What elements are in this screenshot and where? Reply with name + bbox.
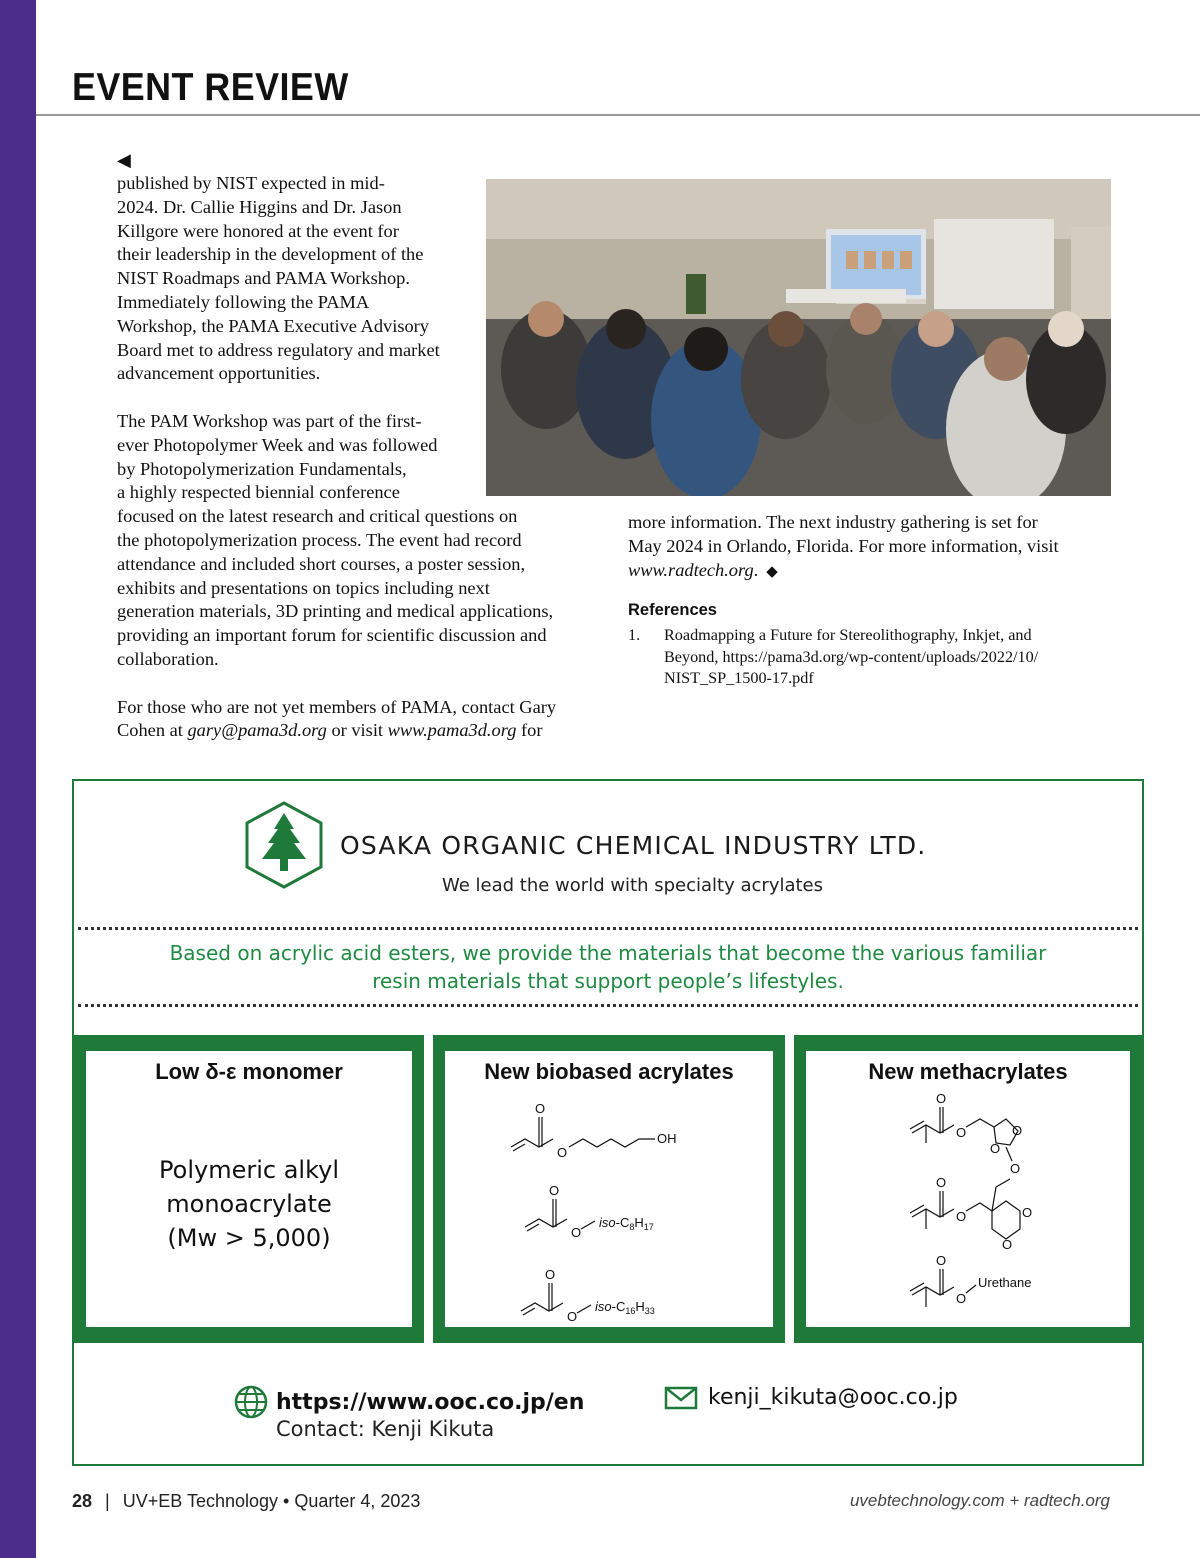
event-photo <box>486 179 1111 496</box>
svg-text:O: O <box>936 1091 947 1106</box>
paragraph-1: published by NIST expected in mid- 2024. Dr. Callie Higgins and Dr. Jason Killgore were honored at the event for their leadership in the development of the NIST Roadmaps and PAMA Workshop. Immediately following the PAMA Workshop, the PAMA Executive Advisory Board met to address regulatory and market advancement opportunities. <box>117 173 440 384</box>
dotted-divider-top <box>78 927 1138 930</box>
end-diamond-icon: ◆ <box>766 561 778 580</box>
svg-text:O: O <box>545 1267 556 1282</box>
svg-text:O: O <box>990 1141 1001 1156</box>
svg-text:O: O <box>936 1253 947 1268</box>
svg-text:O: O <box>1002 1237 1013 1252</box>
footer-publication: 28 | UV+EB Technology • Quarter 4, 2023 <box>72 1491 421 1511</box>
website-row <box>234 1385 584 1419</box>
structure-6 <box>910 1253 1031 1307</box>
pama-link[interactable]: www.pama3d.org <box>387 720 517 741</box>
audience-photo-illustration <box>486 179 1111 496</box>
website-link[interactable]: https://www.ooc.co.jp/en <box>276 1389 585 1415</box>
contact-name: Contact: Kenji Kikuta <box>276 1417 495 1441</box>
tagline: We lead the world with specialty acrylates <box>442 875 824 896</box>
product-box-methacrylates <box>794 1035 1142 1343</box>
svg-text:O: O <box>956 1209 967 1224</box>
svg-text:O: O <box>535 1101 546 1116</box>
structure-2 <box>525 1183 654 1240</box>
svg-text:O: O <box>956 1291 967 1306</box>
company-name: OSAKA ORGANIC CHEMICAL INDUSTRY LTD. <box>340 831 927 860</box>
advertisement <box>72 779 1144 1466</box>
svg-text:Urethane: Urethane <box>978 1275 1032 1290</box>
email-link[interactable]: gary@pama3d.org <box>187 720 327 741</box>
right-column <box>628 511 1118 690</box>
sidebar-accent-bar <box>0 0 36 1558</box>
statement: Based on acrylic acid esters, we provide the materials that become the various familiar resin materials that support people’s lifestyles. <box>169 941 1047 993</box>
box-title: New methacrylates <box>868 1059 1068 1084</box>
svg-text:O: O <box>549 1183 560 1198</box>
footer-sites: uvebtechnology.com + radtech.org <box>849 1491 1110 1510</box>
box-title: New biobased acrylates <box>484 1059 734 1084</box>
references-heading: References <box>628 601 717 620</box>
structure-4 <box>910 1091 1022 1176</box>
continued-arrow-icon: ◀ <box>117 150 131 171</box>
box-description: Polymeric alkyl monoacrylate (Mw > 5,000) <box>159 1156 339 1252</box>
tree-logo-icon <box>244 801 324 889</box>
envelope-icon <box>664 1386 698 1410</box>
svg-text:iso-C16H33: iso-$C_{16}H_{33}$ <box>595 1299 655 1316</box>
svg-text:iso-C8H17: iso-$C_8H_{17}$ <box>599 1215 654 1232</box>
dotted-divider-bottom <box>78 1004 1138 1007</box>
closing-paragraph: more information. The next industry gathering is set for May 2024 in Orlando, Florida. For more information, visit www.radtech.org. ◆ <box>628 512 1059 580</box>
page-number: 28 <box>72 1491 93 1511</box>
svg-text:O: O <box>557 1145 568 1160</box>
box-title: Low δ-ε monomer <box>155 1059 343 1084</box>
svg-text:O: O <box>936 1175 947 1190</box>
section-title: EVENT REVIEW <box>72 66 349 109</box>
paragraph-3: For those who are not yet members of PAMA, contact Gary Cohen at gary@pama3d.org or visit www.pama3d.org for <box>117 696 557 741</box>
radtech-link[interactable]: www.radtech.org <box>628 559 754 580</box>
structure-1 <box>511 1101 677 1160</box>
reference-item: 1. Roadmapping a Future for Stereolithography, Inkjet, and Beyond, https://pama3d.org/wp-content/uploads/2022/10/ NIST_SP_1500-17.pdf <box>628 626 1039 688</box>
email-link[interactable]: kenji_kikuta@ooc.co.jp <box>708 1385 958 1410</box>
header-rule <box>36 114 1200 116</box>
product-box-biobased <box>433 1035 785 1343</box>
product-box-monomer <box>74 1035 424 1343</box>
svg-text:O: O <box>1022 1205 1033 1220</box>
biobased-structures <box>445 1087 773 1327</box>
email-row <box>664 1385 958 1410</box>
structure-3 <box>521 1267 655 1324</box>
svg-text:O: O <box>1012 1123 1023 1138</box>
svg-text:O: O <box>956 1125 967 1140</box>
product-band <box>74 1035 1142 1343</box>
svg-text:O: O <box>571 1225 582 1240</box>
paragraph-2: The PAM Workshop was part of the first- ever Photopolymer Week and was followed by Photopolymerization Fundamentals, a highly respected biennial conference focused on the latest research and critical questions on the photopolymerization process. The event had record attendance and included short courses, a poster session, exhibits and presentations on topics including next generation materials, 3D printing and medical applications, providing an important forum for scientific discussion and collaboration. <box>117 410 554 669</box>
methacrylate-structures <box>806 1087 1130 1327</box>
svg-text:O: O <box>1010 1161 1021 1176</box>
globe-icon <box>234 1385 268 1419</box>
structure-5 <box>910 1175 1032 1252</box>
svg-text:O: O <box>567 1309 578 1324</box>
svg-text:OH: OH <box>657 1131 677 1146</box>
